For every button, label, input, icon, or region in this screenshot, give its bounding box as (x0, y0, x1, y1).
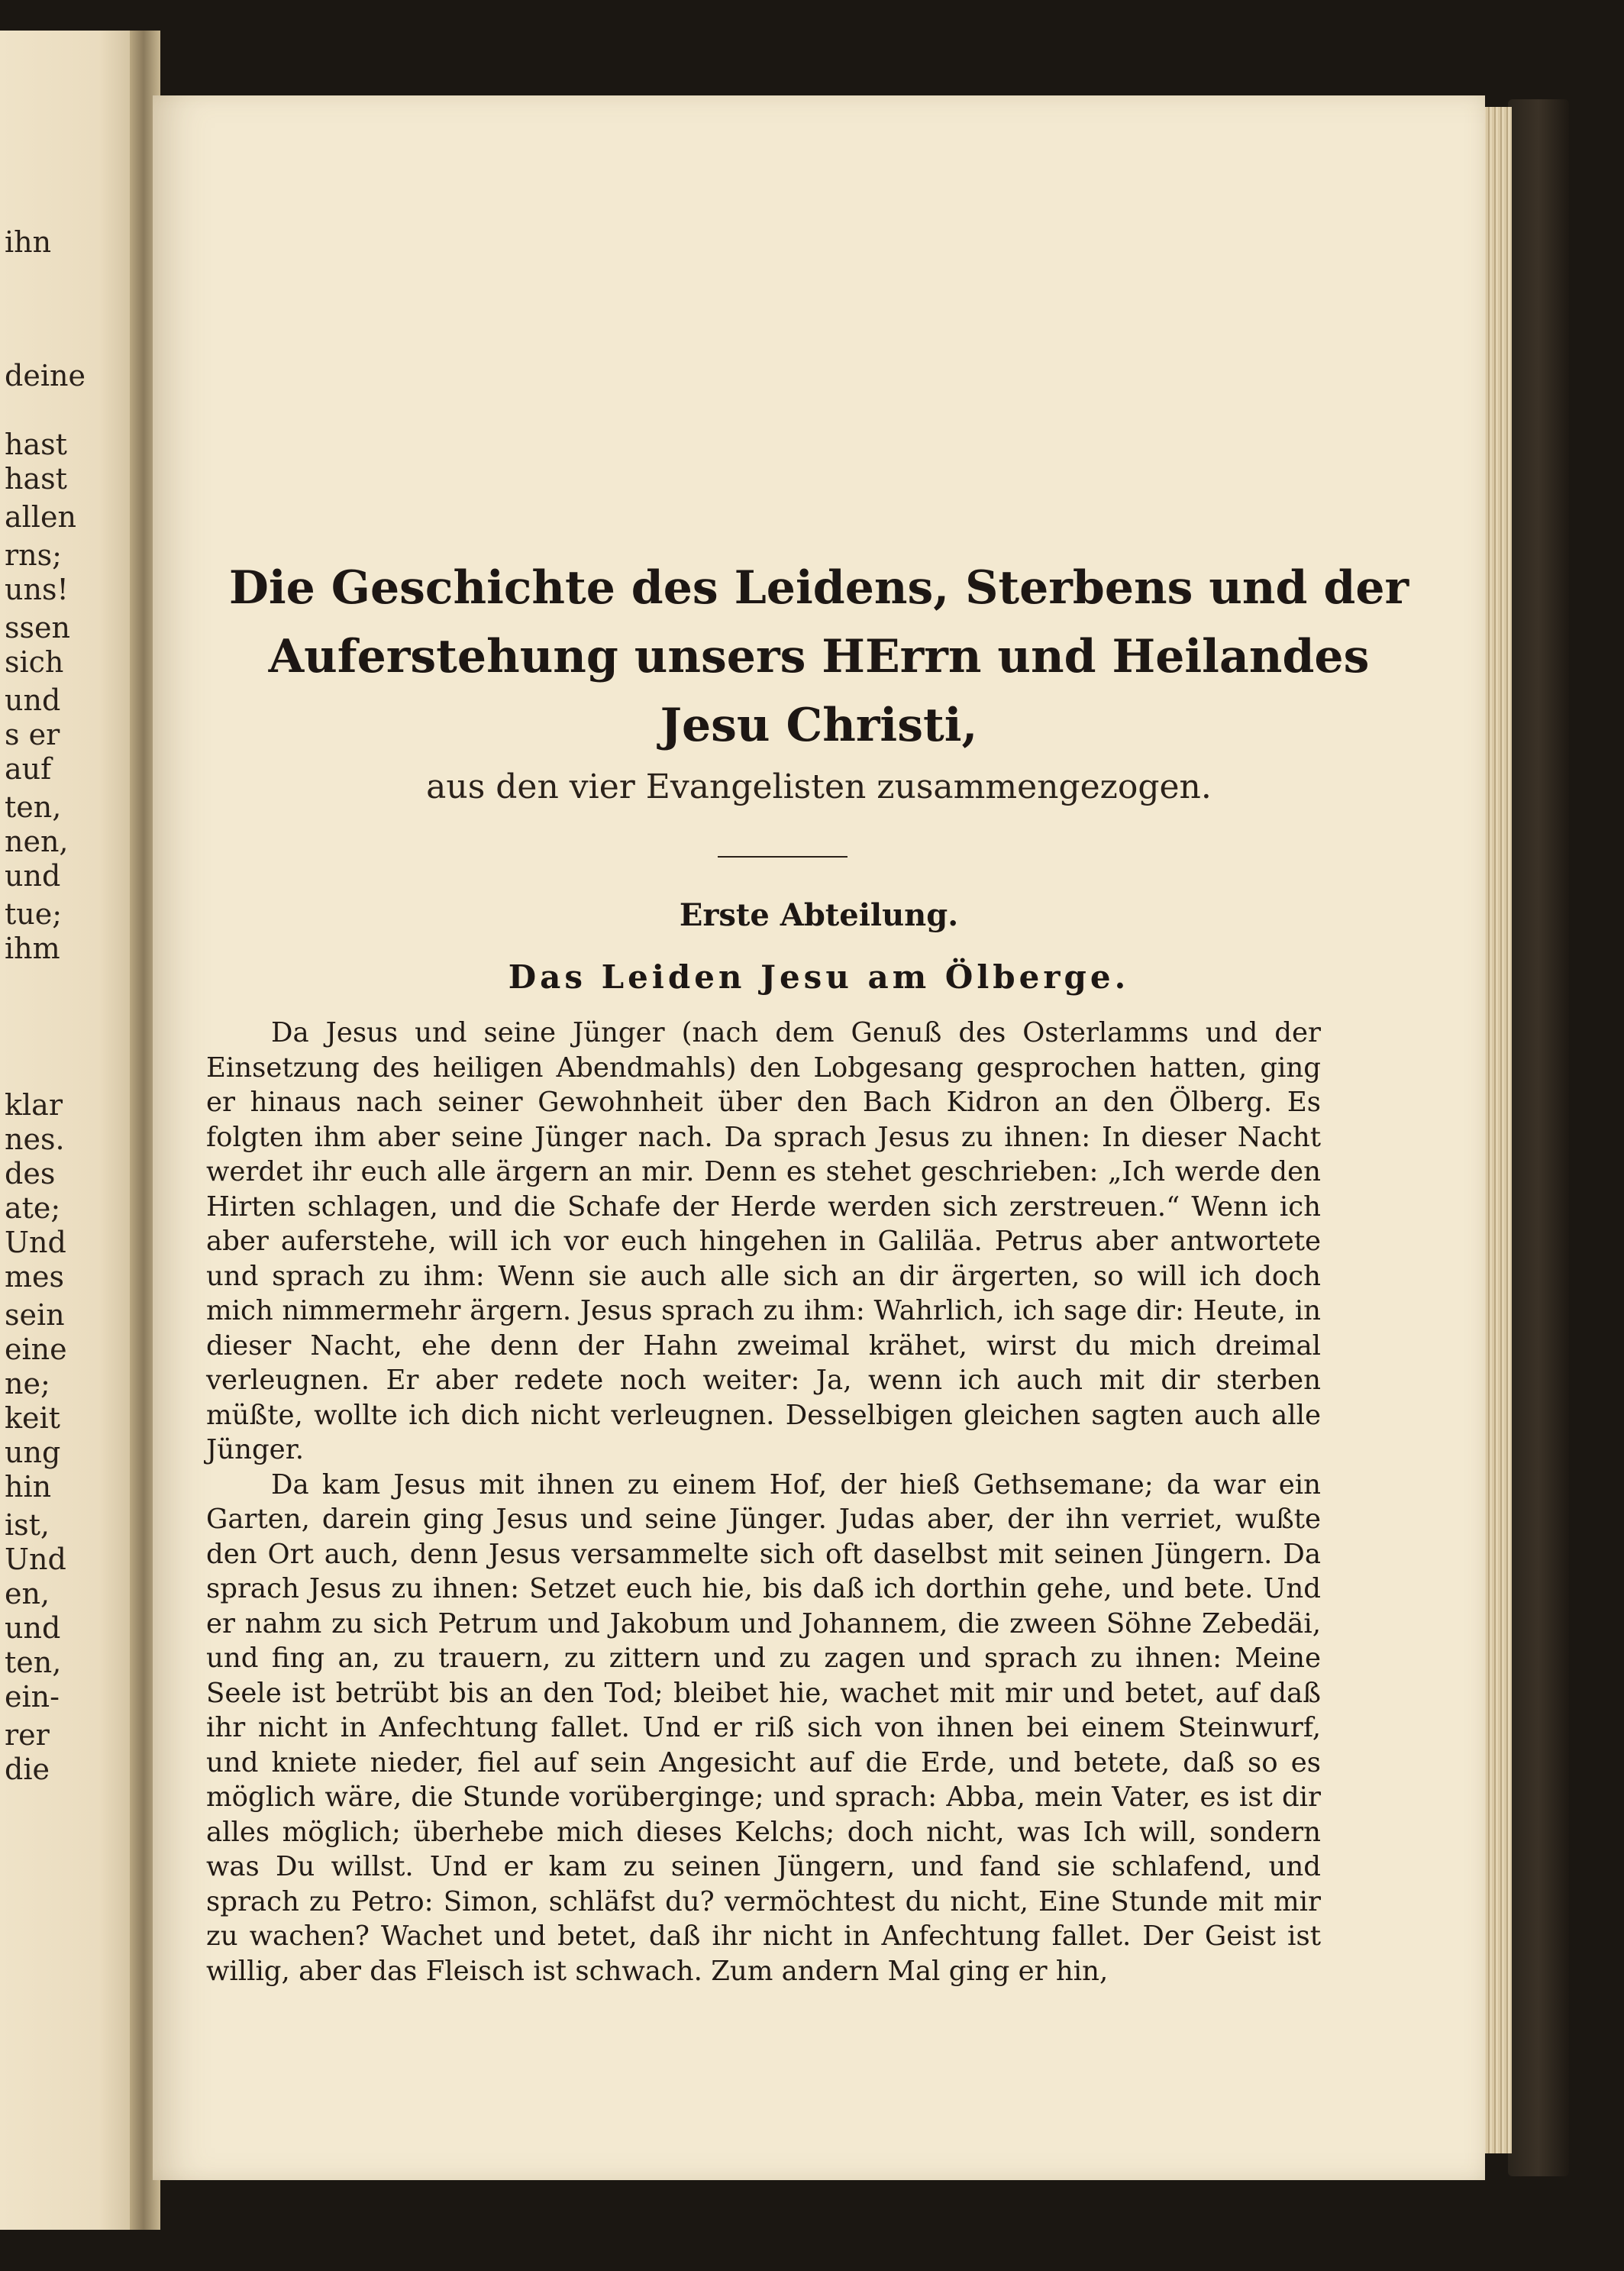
left-page-fragment: rns; (5, 538, 62, 572)
left-page-fragment: allen (5, 500, 76, 534)
left-page-fragment: hast (5, 462, 67, 496)
left-page-fragment: ein- (5, 1680, 60, 1714)
left-page-fragment: hin (5, 1470, 52, 1504)
left-page-fragment: ssen (5, 611, 70, 644)
section-heading: Erste Abteilung. (679, 897, 959, 933)
left-page-fragment: und (5, 683, 61, 717)
left-page-fragment: ne; (5, 1367, 50, 1400)
divider (718, 856, 848, 858)
paragraph: Da kam Jesus mit ihnen zu einem Hof, der hieß Gethsemane; da war ein Garten, darein ging Jesus und seine Jünger. Judas aber, der ihn verriet, wußte den Ort auch, denn Jesus versammelte sich oft daselbst mit seinen Jüngern. Da sprach Jesus zu ihnen: Setzet euch hie, bis daß ich dorthin gehe, und bete. Und er nahm zu sich Petrum und Jakobum und Johannem, die zween Söhne Zebedäi, und fing an, zu trauern, zu zittern und zu zagen und sprach zu ihnen: Meine Seele ist betrübt bis an den Tod; bleibet hie, wachet mit mir und betet, auf daß ihr nicht in Anfechtung fallet. Und er riß sich von ihnen bei einem Steinwurf, und kniete nieder, fiel auf sein Angesicht auf die Erde, und betete, daß so es möglich wäre, die Stunde vorüberginge; und sprach: Abba, mein Vater, es ist dir alles möglich; überhebe mich dieses Kelchs; doch nicht, was Ich will, sondern was Du willst. Und er kam zu seinen Jüngern, und fand sie schlafend, und sprach zu Petro: Simon, schläfst du? vermöchtest du nicht, Eine Stunde mit mir zu wachen? Wachet und betet, daß ihr nicht in Anfechtung fallet. Der Geist ist willig, aber das Fleisch ist schwach. Zum andern Mal ging er hin, (206, 1468, 1321, 1987)
left-page-fragment: ung (5, 1436, 61, 1469)
left-page-fragment: sein (5, 1298, 65, 1332)
left-page-fragment: und (5, 1611, 61, 1645)
left-page-fragment: keit (5, 1401, 60, 1435)
book-cover-edge (1508, 99, 1569, 2176)
left-page-fragment: rer (5, 1718, 50, 1752)
left-page-fragment: sich (5, 645, 64, 679)
left-page-fragment: nen, (5, 825, 69, 858)
left-page-fragment: deine (5, 359, 86, 392)
subheading: Das Leiden Jesu am Ölberge. (508, 958, 1130, 996)
body-text (206, 1016, 1321, 1988)
left-page-fragment: tue; (5, 897, 63, 931)
left-page-fragment: auf (5, 752, 52, 786)
title-line-1: Die Geschichte des Leidens, Sterbens und der (228, 561, 1409, 615)
title-line-3: Jesu Christi, (660, 699, 978, 752)
left-page-fragment: s er (5, 718, 60, 751)
left-page-fragment: nes. (5, 1123, 65, 1156)
left-page-fragment: und (5, 859, 61, 893)
left-page-fragment: ihm (5, 932, 60, 965)
left-page-fragment: ten, (5, 1646, 62, 1679)
subtitle: aus den vier Evangelisten zusammengezogen. (426, 767, 1212, 806)
left-page-fragment: die (5, 1753, 50, 1786)
left-page-fragment: klar (5, 1088, 63, 1122)
right-page (153, 95, 1485, 2180)
left-page-fragment: des (5, 1157, 56, 1190)
left-page-fragment: ate; (5, 1191, 61, 1225)
title-line-2: Auferstehung unsers HErrn und Heilandes (268, 630, 1370, 683)
left-page-fragment: mes (5, 1260, 65, 1294)
left-page-fragment: hast (5, 428, 67, 461)
left-page-fragment: Und (5, 1543, 66, 1576)
left-page-fragment: ist, (5, 1508, 50, 1542)
left-page-fragment: eine (5, 1333, 67, 1366)
paragraph: Da Jesus und seine Jünger (nach dem Genuß des Osterlamms und der Einsetzung des heiligen Abendmahls) den Lobgesang gesprochen hatten, ging er hinaus nach seiner Gewohnheit über den Bach Kidron an den Ölberg. Es folgten ihm aber seine Jünger nach. Da sprach Jesus zu ihnen: In dieser Nacht werdet ihr euch alle ärgern an mir. Denn es stehet geschrieben: „Ich werde den Hirten schlagen, und die Schafe der Herde werden sich zerstreuen.“ Wenn ich aber auferstehe, will ich vor euch hingehen in Galiläa. Petrus aber antwortete und sprach zu ihm: Wenn sie auch alle sich an dir ärgerten, so will ich doch mich nimmermehr ärgern. Jesus sprach zu ihm: Wahrlich, ich sage dir: Heute, in dieser Nacht, ehe denn der Hahn zweimal krähet, wirst du mich dreimal verleugnen. Er aber redete noch weiter: Ja, wenn ich auch mit dir sterben müßte, wollte ich dich nicht verleugnen. Desselbigen gleichen sagten auch alle Jünger. (206, 1017, 1321, 1465)
left-page-fragment: uns! (5, 573, 69, 606)
left-page-fragment: en, (5, 1577, 50, 1610)
left-page-fragment: ihn (5, 225, 52, 259)
left-page-fragment: ten, (5, 790, 62, 824)
left-page-fragment: Und (5, 1226, 66, 1259)
